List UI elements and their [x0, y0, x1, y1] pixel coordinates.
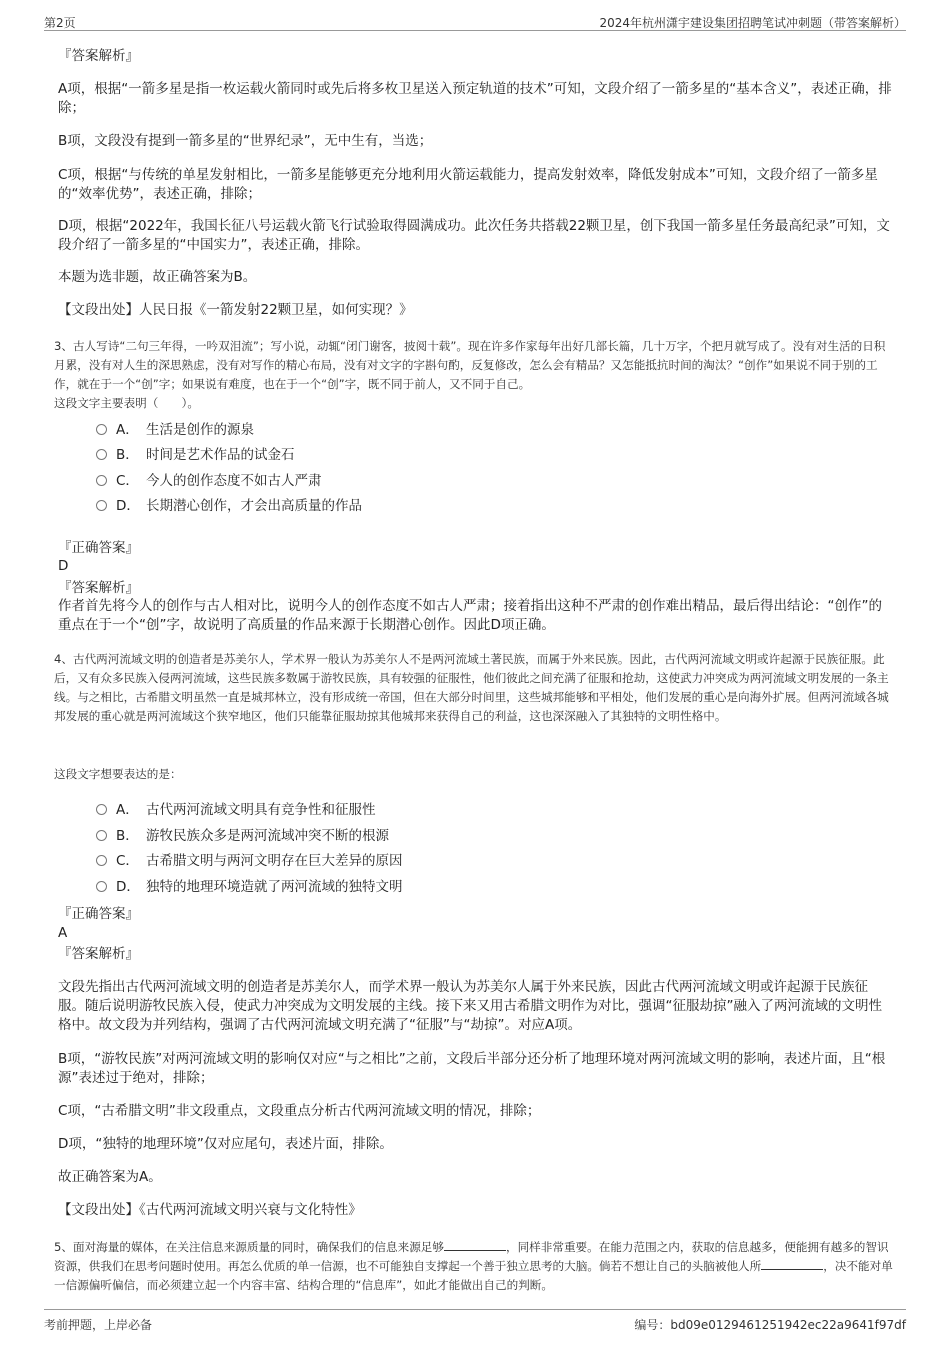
q4-option-a[interactable]: A． 古代两河流域文明具有竞争性和征服性 — [96, 800, 376, 820]
q3-analysis-heading: 『答案解析』 — [58, 580, 139, 596]
q3-answer: D — [58, 558, 69, 574]
q3-stem: 3、古人写诗“二句三年得，一吟双泪流”；写小说，动辄“闭门谢客，披阅十载”。现在许多作家每年出好几部长篇，几十万字，个把月就写成了。没有对生活的日积月累，没有对人生的深思熟虑，没有对写作的精心布局，没有对文字的字斟句酌，反复修改，怎么会有精品？又怎能抵抗时间的淘汰？“创作”如果说不同于别的工作，就在于一个“创”字；如果说有难度，也在于一个“创”字，既不同于前人，又不同于自己。 — [54, 339, 886, 391]
q4-analysis: 文段先指出古代两河流域文明的创造者是苏美尔人，而学术界一般认为苏美尔人属于外来民族，因此古代两河流域文明或许起源于民族征服。随后说明游牧民族入侵，使武力冲突成为文明发展的主线。接下来又用古希腊文明作为对比，强调“征服劫掠”融入了两河流域的文明性格中。故文段为并列结构，强调了古代两河流域文明充满了“征服”与“劫掠”。对应A项。 — [58, 979, 882, 1033]
q4-analysis-heading: 『答案解析』 — [58, 946, 139, 962]
q4-analysis-b: B项，“游牧民族”对两河流域文明的影响仅对应“与之相比”之前，文段后半部分还分析了地理环境对两河流域文明的影响，表述片面，且“根源”表述过于绝对，排除； — [58, 1051, 886, 1086]
radio-icon[interactable] — [96, 804, 107, 815]
q3-question: 这段文字主要表明（ ）。 — [54, 396, 199, 410]
footer-slogan: 考前押题，上岸必备 — [44, 1318, 153, 1332]
q3-option-c[interactable]: C． 今人的创作态度不如古人严肃 — [96, 471, 322, 491]
q3-option-d[interactable]: D． 长期潜心创作，才会出高质量的作品 — [96, 496, 362, 516]
radio-icon[interactable] — [96, 881, 107, 892]
q4-option-b[interactable]: B． 游牧民族众多是两河流域冲突不断的根源 — [96, 826, 389, 846]
radio-icon[interactable] — [96, 424, 107, 435]
page-header — [44, 12, 906, 31]
document-id: 编号：bd09e0129461251942ec22a9641f97df — [634, 1318, 906, 1332]
fill-blank-1[interactable] — [444, 1238, 506, 1251]
q5-stem: 5、面对海量的媒体，在关注信息来源质量的同时，确保我们的信息来源足够 ，同样非常重要。在能力范围之内，获取的信息越多，便能拥有越多的智识资源，供我们在思考问题时使用。再怎么优质的单一信源，也不可能独自支撑起一个善于独立思考的大脑。倘若不想让自己的头脑被他人所 ，决不能对单一信源偏听偏信，而必须建立起一个内容丰富、结构合理的“信息库”，如此才能做出自己的判断。 — [54, 1240, 893, 1292]
radio-icon[interactable] — [96, 449, 107, 460]
radio-icon[interactable] — [96, 475, 107, 486]
q4-option-c[interactable]: C． 古希腊文明与两河文明存在巨大差异的原因 — [96, 851, 403, 871]
q4-source: 【文段出处】《古代两河流域文明兴衰与文化特性》 — [58, 1202, 362, 1218]
q2-analysis-a: A项，根据“一箭多星是指一枚运载火箭同时或先后将多枚卫星送入预定轨道的技术”可知，文段介绍了一箭多星的“基本含义”，表述正确，排除； — [58, 81, 892, 116]
q2-source: 【文段出处】人民日报《一箭发射22颗卫星，如何实现？》 — [58, 302, 413, 318]
q4-analysis-c: C项，“古希腊文明”非文段重点，文段重点分析古代两河流域文明的情况，排除； — [58, 1103, 541, 1119]
q3-answer-heading: 『正确答案』 — [58, 540, 139, 556]
q2-analysis-c: C项，根据“与传统的单星发射相比，一箭多星能够更充分地利用火箭运载能力，提高发射效率，降低发射成本”可知，文段介绍了一箭多星的“效率优势”，表述正确，排除； — [58, 167, 878, 202]
radio-icon[interactable] — [96, 830, 107, 841]
fill-blank-2[interactable] — [761, 1257, 823, 1270]
q4-question: 这段文字想要表达的是： — [54, 767, 182, 781]
q3-analysis: 作者首先将今人的创作与古人相对比，说明今人的创作态度不如古人严肃；接着指出这种不严肃的创作难出精品，最后得出结论：“创作”的重点在于一个“创”字，故说明了高质量的作品来源于长期潜心创作。因此D项正确。 — [58, 598, 882, 633]
document-title: 2024年杭州潇宇建设集团招聘笔试冲刺题（带答案解析） — [599, 16, 906, 30]
q2-analysis-d: D项，根据“2022年，我国长征八号运载火箭飞行试验取得圆满成功。此次任务共搭载22颗卫星，创下我国一箭多星任务最高纪录”可知，文段介绍了一箭多星的“中国实力”，表述正确，排除。 — [58, 218, 890, 253]
q2-conclusion: 本题为选非题，故正确答案为B。 — [58, 269, 257, 285]
radio-icon[interactable] — [96, 855, 107, 866]
q4-analysis-d: D项，“独特的地理环境”仅对应尾句，表述片面，排除。 — [58, 1136, 393, 1152]
q4-conclusion: 故正确答案为A。 — [58, 1169, 162, 1185]
q2-analysis-b: B项，文段没有提到一箭多星的“世界纪录”，无中生有，当选； — [58, 133, 433, 149]
q4-answer: A — [58, 925, 68, 941]
q3-option-b[interactable]: B． 时间是艺术作品的试金石 — [96, 445, 295, 465]
q2-analysis-heading: 『答案解析』 — [58, 48, 139, 64]
q4-stem: 4、古代两河流域文明的创造者是苏美尔人，学术界一般认为苏美尔人不是两河流域土著民族，而属于外来民族。因此，古代两河流域文明或许起源于民族征服。此后，又有众多民族入侵两河流域，这些民族多数属于游牧民族，具有较强的征服性，他们彼此之间充满了征服和抢劫，这使武力冲突成为两河流域文明发展的一条主线。与之相比，古希腊文明虽然一直是城邦林立，没有形成统一帝国，但在大部分时间里，这些城邦能够和平相处，他们发展的重心是向海外扩展。但两河流域各城邦发展的重心就是两河流域这个狭窄地区，他们只能靠征服劫掠其他城邦来获得自己的利益，这也深深融入了其独特的文明性格中。 — [54, 652, 889, 723]
page-number: 第2页 — [44, 16, 76, 30]
page-footer — [44, 1309, 906, 1336]
radio-icon[interactable] — [96, 500, 107, 511]
q3-option-a[interactable]: A． 生活是创作的源泉 — [96, 420, 254, 440]
q4-option-d[interactable]: D． 独特的地理环境造就了两河流域的独特文明 — [96, 877, 403, 897]
q4-answer-heading: 『正确答案』 — [58, 906, 139, 922]
